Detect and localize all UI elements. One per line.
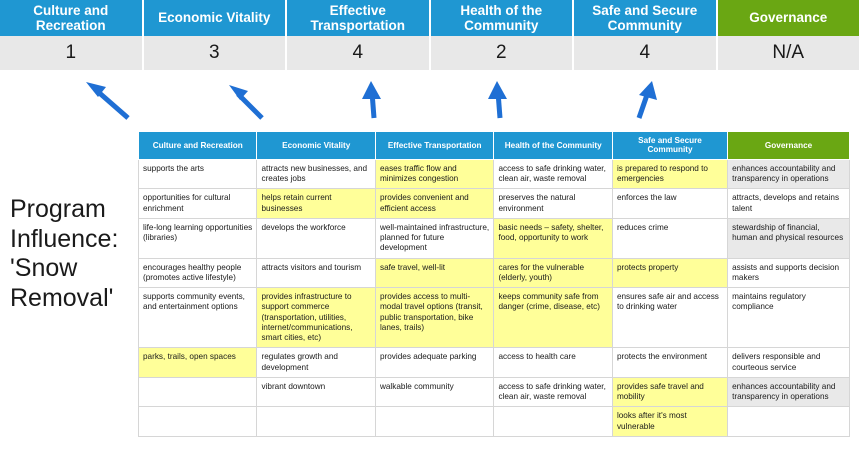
matrix-cell: attracts new businesses, and creates jobs [257,159,375,189]
matrix-cell-highlighted: provides infrastructure to support commerce (transportation, utilities, internet/communications, smart cities, etc) [257,288,375,348]
matrix-cell: attracts, develops and retains talent [728,189,850,219]
matrix-cell [494,407,612,437]
matrix-cell-highlighted: cares for the vulnerable (elderly, youth) [494,258,612,288]
matrix-header-governance: Governance [728,132,850,160]
matrix-cell: life-long learning opportunities (libraries) [139,218,257,258]
matrix-cell: attracts visitors and tourism [257,258,375,288]
scorecard-value-health-of-the-community: 2 [431,36,575,70]
matrix-header-economic-vitality: Economic Vitality [257,132,375,160]
matrix-row [139,189,850,219]
matrix-row [139,348,850,378]
matrix-cell: access to health care [494,348,612,378]
program-influence-matrix [138,131,850,437]
scorecard-header-governance[interactable]: Governance [718,0,859,36]
matrix-cell: encourages healthy people (promotes active lifestyle) [139,258,257,288]
arrow-safe-secure-community [639,81,657,118]
matrix-cell-highlighted: eases traffic flow and minimizes congestion [375,159,493,189]
scorecard-header-row [0,0,859,36]
matrix-cell-highlighted: is prepared to respond to emergencies [612,159,727,189]
matrix-cell [139,377,257,407]
matrix-row [139,377,850,407]
matrix-row [139,288,850,348]
caption-line-2: Influence: [10,224,119,253]
matrix-cell: preserves the natural environment [494,189,612,219]
scorecard-summary [0,0,859,70]
scorecard-value-governance: N/A [772,42,805,63]
matrix-cell: protects the environment [612,348,727,378]
matrix-cell: supports the arts [139,159,257,189]
matrix-cell: vibrant downtown [257,377,375,407]
matrix-cell: ensures safe air and access to drinking water [612,288,727,348]
matrix-cell: stewardship of financial, human and physical resources [728,218,850,258]
scorecard-value-culture-and-recreation: 1 [0,36,144,70]
matrix-cell: access to safe drinking water, clean air, waste removal [494,159,612,189]
matrix-cell: supports community events, and entertainment options [139,288,257,348]
caption-line-1: Program [10,195,106,223]
matrix-cell: provides adequate parking [375,348,493,378]
matrix-cell: walkable community [375,377,493,407]
matrix-cell: access to safe drinking water, clean air, waste removal [494,377,612,407]
matrix-header-health-of-the-community: Health of the Community [494,132,612,160]
matrix-cell [375,407,493,437]
matrix-cell: enhances accountability and transparency in operations [728,377,850,407]
matrix-row [139,159,850,189]
matrix-cell: enhances accountability and transparency in operations [728,159,850,189]
scorecard-value-economic-vitality: 3 [144,36,288,70]
matrix-cell-highlighted: protects property [612,258,727,288]
scorecard-header-effective-transportation[interactable]: Effective Transportation [287,0,431,36]
arrow-effective-transportation [362,81,381,118]
matrix-cell-highlighted: parks, trails, open spaces [139,348,257,378]
matrix-cell [139,407,257,437]
matrix-header-safe-and-secure-community: Safe and Secure Community [612,132,727,160]
matrix-cell: assists and supports decision makers [728,258,850,288]
arrow-culture-recreation [86,82,128,118]
matrix-header-culture-and-recreation: Culture and Recreation [139,132,257,160]
matrix-cell [728,407,850,437]
matrix-cell-highlighted: looks after it's most vulnerable [612,407,727,437]
scorecard-header-culture-and-recreation[interactable]: Culture and Recreation [0,0,144,36]
matrix-cell-highlighted: basic needs – safety, shelter, food, opportunity to work [494,218,612,258]
matrix-cell: well-maintained infrastructure, planned for future development [375,218,493,258]
scorecard-header-safe-and-secure-community[interactable]: Safe and Secure Community [574,0,718,36]
scorecard-value-row [0,36,859,70]
matrix-cell: delivers responsible and courteous service [728,348,850,378]
scorecard-value-safe-and-secure-community: 4 [574,36,718,70]
matrix-cell: regulates growth and development [257,348,375,378]
arrow-health-of-community [488,81,507,118]
matrix-cell-highlighted: provides safe travel and mobility [612,377,727,407]
matrix-cell: maintains regulatory compliance [728,288,850,348]
caption-line-3: 'Snow [10,254,78,282]
matrix-row [139,258,850,288]
matrix-header-row [139,132,850,160]
arrow-economic-vitality [229,85,262,118]
matrix-cell-highlighted: provides convenient and efficient access [375,189,493,219]
matrix-cell: reduces crime [612,218,727,258]
matrix-cell: enforces the law [612,189,727,219]
scorecard-value-effective-transportation: 4 [287,36,431,70]
matrix-cell [257,407,375,437]
matrix-row [139,218,850,258]
matrix-cell: develops the workforce [257,218,375,258]
matrix-cell-highlighted: safe travel, well-lit [375,258,493,288]
matrix-cell-highlighted: helps retain current businesses [257,189,375,219]
matrix-header-effective-transportation: Effective Transportation [375,132,493,160]
matrix-cell-highlighted: keeps community safe from danger (crime, disease, etc) [494,288,612,348]
matrix-cell: opportunities for cultural enrichment [139,189,257,219]
scorecard-header-health-of-the-community[interactable]: Health of the Community [431,0,575,36]
caption-line-4: Removal' [10,283,114,312]
matrix-cell-highlighted: provides access to multi-modal travel options (transit, public transportation, bike lanes, trails) [375,288,493,348]
scorecard-header-economic-vitality[interactable]: Economic Vitality [144,0,288,36]
program-influence-caption [10,195,138,313]
arrow-group [0,70,859,132]
matrix-row [139,407,850,437]
